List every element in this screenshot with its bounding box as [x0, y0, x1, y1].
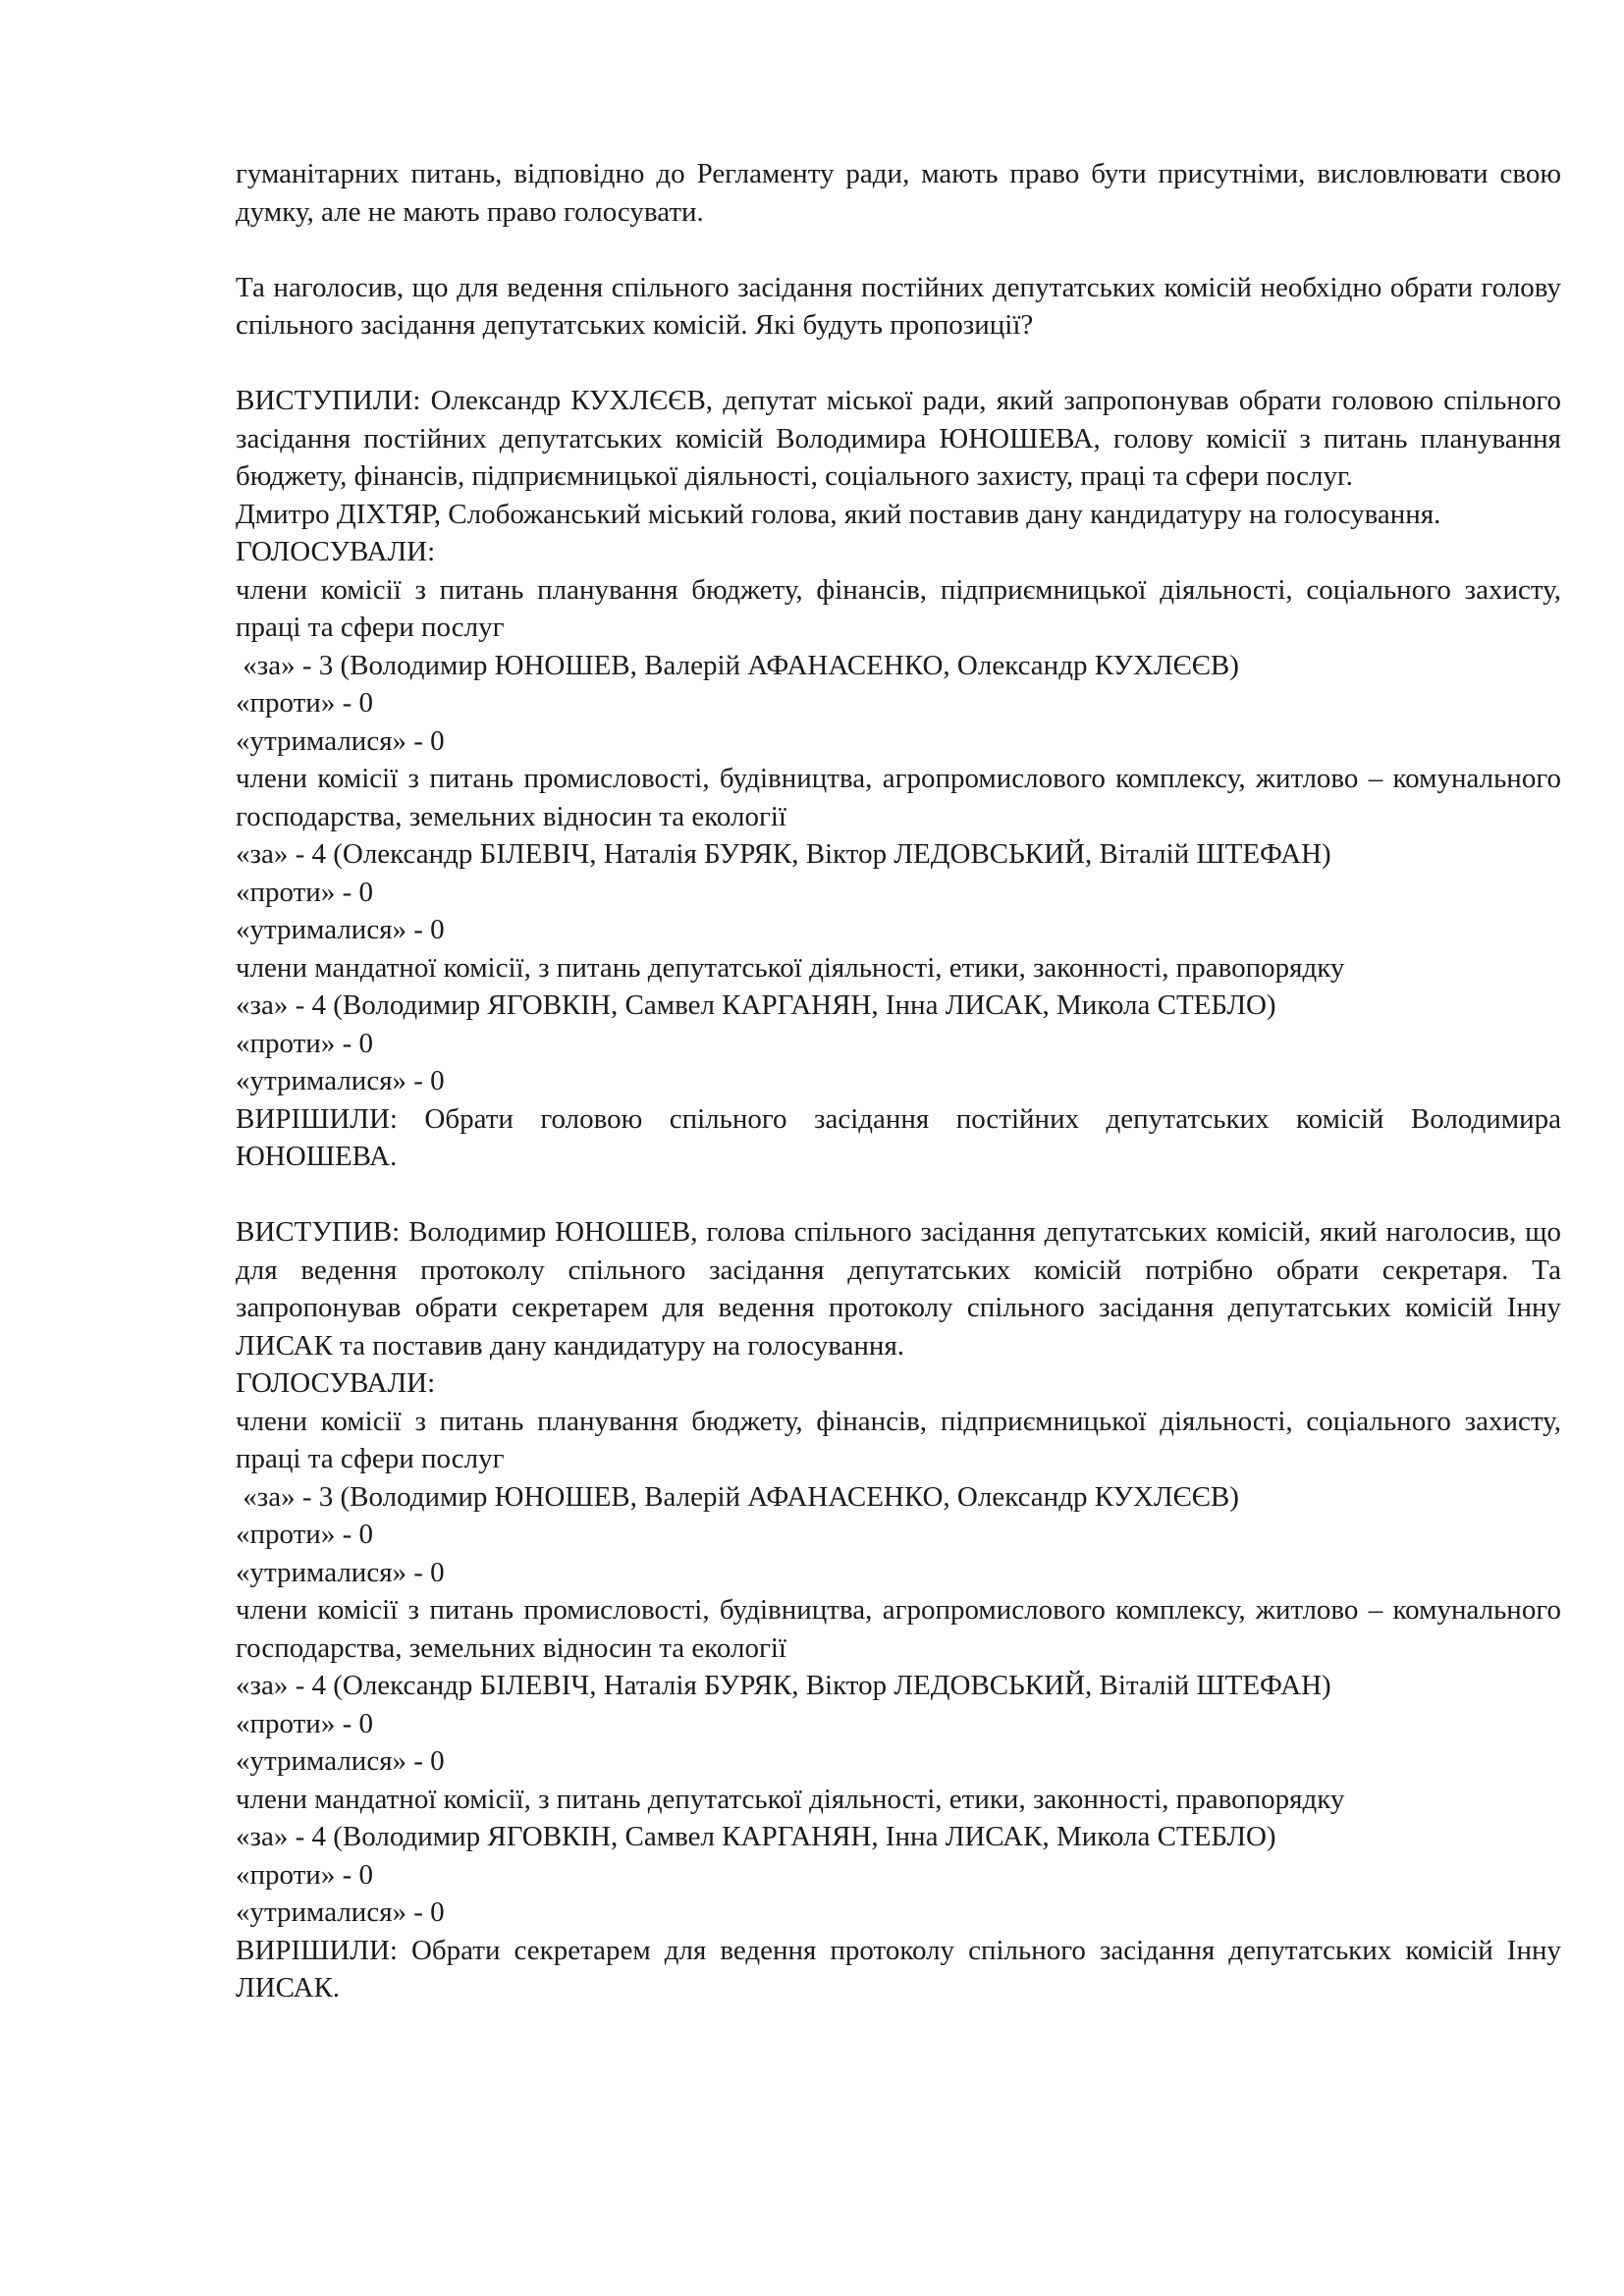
text-paragraph: гуманітарних питань, відповідно до Регламенту ради, мають право бути присутніми, висловлювати свою думку, але не мають право голосувати.	[236, 158, 1561, 228]
text-paragraph: «проти» - 0	[236, 1858, 373, 1891]
text-paragraph: «за» - 3 (Володимир ЮНОШЕВ, Валерій АФАНАСЕНКО, Олександр КУХЛЄЄВ)	[236, 1480, 1239, 1513]
text-paragraph: Та наголосив, що для ведення спільного засідання постійних депутатських комісій необхідно обрати голову спільного засідання депутатських комісій. Які будуть пропозиції?	[236, 271, 1561, 341]
paragraph-spacer	[236, 231, 1561, 269]
text-paragraph: ВИРІШИЛИ: Обрати секретарем для ведення протоколу спільного засідання депутатських комісій Інну ЛИСАК.	[236, 1934, 1561, 2003]
text-paragraph: члени комісії з питань промисловості, будівництва, агропромислового комплексу, житлово – комунального господарства, земельних відносин та екології	[236, 763, 1561, 832]
text-paragraph: «проти» - 0	[236, 687, 373, 719]
paragraph-spacer	[236, 1176, 1561, 1214]
paragraph-spacer	[236, 345, 1561, 383]
text-paragraph: члени комісії з питань промисловості, будівництва, агропромислового комплексу, житлово – комунального господарства, земельних відносин та екології	[236, 1594, 1561, 1664]
text-paragraph: «проти» - 0	[236, 876, 373, 908]
text-paragraph: ВИСТУПИЛИ: Олександр КУХЛЄЄВ, депутат міської ради, який запропонував обрати головою спільного засідання постійних депутатських комісій Володимира ЮНОШЕВА, голову комісії з питань планування бюджету, фінансів, підприємницької діяльності, соціального захисту, праці та сфери послуг.	[236, 385, 1561, 492]
text-paragraph: ВИСТУПИВ: Володимир ЮНОШЕВ, голова спільного засідання депутатських комісій, який наголосив, що для ведення протоколу спільного засідання депутатських комісій потрібно обрати секретаря. Та запропонував обрати секретарем для ведення протоколу спільного засідання депутатських комісій Інну ЛИСАК та поставив дану кандидатуру на голосування.	[236, 1216, 1561, 1362]
text-paragraph: ВИРІШИЛИ: Обрати головою спільного засідання постійних депутатських комісій Володимира ЮНОШЕВА.	[236, 1102, 1561, 1172]
text-paragraph: «за» - 4 (Володимир ЯГОВКІН, Самвел КАРГАНЯН, Інна ЛИСАК, Микола СТЕБЛО)	[236, 989, 1276, 1021]
text-paragraph: «утрималися» - 0	[236, 1745, 445, 1777]
text-paragraph: члени мандатної комісії, з питань депутатської діяльності, етики, законності, правопорядку	[236, 1783, 1345, 1815]
text-paragraph: «утрималися» - 0	[236, 914, 445, 945]
text-paragraph: «утрималися» - 0	[236, 1556, 445, 1588]
text-paragraph: ГОЛОСУВАЛИ:	[236, 1367, 436, 1399]
text-paragraph: члени комісії з питань планування бюджету, фінансів, підприємницької діяльності, соціального захисту, праці та сфери послуг	[236, 573, 1561, 643]
text-paragraph: «проти» - 0	[236, 1519, 373, 1550]
text-paragraph: Дмитро ДІХТЯР, Слобожанський міський голова, який поставив дану кандидатуру на голосування.	[236, 498, 1441, 530]
text-paragraph: «проти» - 0	[236, 1027, 373, 1059]
text-paragraph: «утрималися» - 0	[236, 1896, 445, 1928]
text-paragraph: «за» - 4 (Олександр БІЛЕВІЧ, Наталія БУРЯК, Віктор ЛЕДОВСЬКИЙ, Віталій ШТЕФАН)	[236, 1670, 1331, 1701]
text-paragraph: «за» - 4 (Володимир ЯГОВКІН, Самвел КАРГАНЯН, Інна ЛИСАК, Микола СТЕБЛО)	[236, 1821, 1276, 1852]
text-paragraph: «утрималися» - 0	[236, 1065, 445, 1096]
text-paragraph: «проти» - 0	[236, 1707, 373, 1739]
text-paragraph: члени мандатної комісії, з питань депутатської діяльності, етики, законності, правопорядку	[236, 951, 1345, 984]
text-paragraph: «за» - 4 (Олександр БІЛЕВІЧ, Наталія БУРЯК, Віктор ЛЕДОВСЬКИЙ, Віталій ШТЕФАН)	[236, 838, 1331, 870]
text-paragraph: «утрималися» - 0	[236, 724, 445, 757]
text-paragraph: «за» - 3 (Володимир ЮНОШЕВ, Валерій АФАНАСЕНКО, Олександр КУХЛЄЄВ)	[236, 649, 1239, 681]
text-paragraph: ГОЛОСУВАЛИ:	[236, 536, 436, 567]
text-paragraph: члени комісії з питань планування бюджету, фінансів, підприємницької діяльності, соціального захисту, праці та сфери послуг	[236, 1405, 1561, 1474]
document-page	[236, 155, 1561, 2007]
